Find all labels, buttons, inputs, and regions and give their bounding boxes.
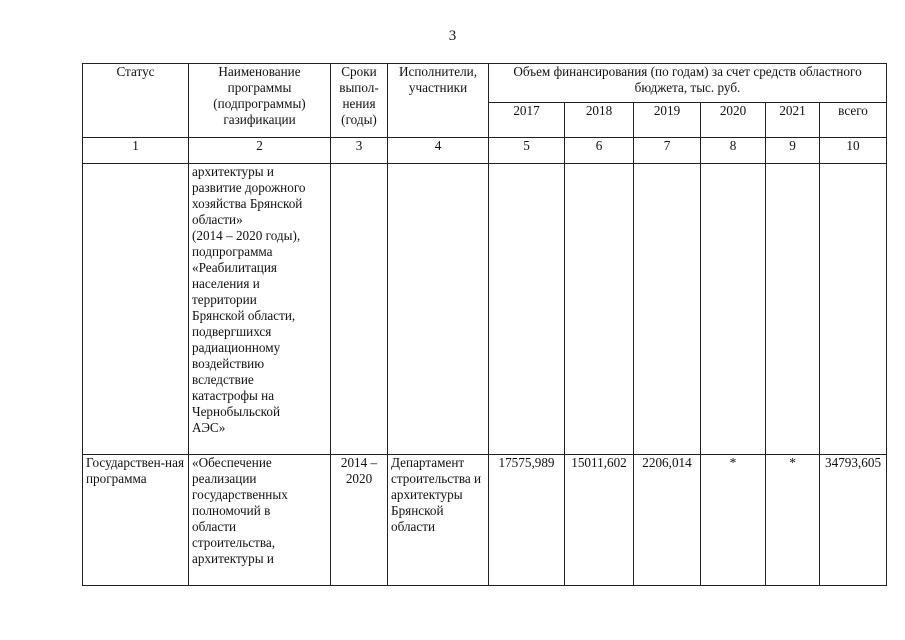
- column-number: 1: [83, 138, 189, 164]
- table-row: [83, 455, 887, 586]
- program-name-line: развитие дорожного: [192, 180, 306, 195]
- program-name-line: «Обеспечение: [192, 455, 272, 470]
- column-number: 7: [634, 138, 701, 164]
- column-number: 2: [189, 138, 331, 164]
- header-year-2017: 2017: [489, 103, 565, 138]
- header-total: всего: [820, 103, 887, 138]
- program-name-line: катастрофы на: [192, 388, 275, 403]
- header-row: [83, 64, 887, 103]
- column-number: 3: [331, 138, 388, 164]
- program-name-line: вследствие: [192, 372, 254, 387]
- header-terms: Сроки выпол-нения (годы): [331, 64, 388, 138]
- header-year-2018: 2018: [565, 103, 634, 138]
- row-value-total: 34793,605: [820, 455, 887, 586]
- program-name-line: хозяйства Брянской: [192, 196, 303, 211]
- program-name-line: Чернобыльской: [192, 404, 281, 419]
- row-status: Государствен-ная программа: [83, 455, 189, 586]
- column-number: 8: [701, 138, 766, 164]
- row-status: [83, 164, 189, 455]
- row-value-2020: [701, 164, 766, 455]
- row-value-2017: 17575,989: [489, 455, 565, 586]
- program-name-line: реализации: [192, 471, 257, 486]
- program-name-line: «Реабилитация: [192, 260, 277, 275]
- row-value-2021: [766, 164, 820, 455]
- program-name-line: архитектуры и: [192, 164, 274, 179]
- program-name-line: области: [192, 519, 237, 534]
- row-value-2018: [565, 164, 634, 455]
- table-row: [83, 164, 887, 455]
- column-number: 6: [565, 138, 634, 164]
- program-name-line: подвергшихся: [192, 324, 272, 339]
- header-name: Наименование программы (подпрограммы) газификации: [189, 64, 331, 138]
- row-executor: [388, 164, 489, 455]
- financing-table: [82, 63, 887, 586]
- column-number: 5: [489, 138, 565, 164]
- header-year-2021: 2021: [766, 103, 820, 138]
- row-value-2020: *: [701, 455, 766, 586]
- header-year-2020: 2020: [701, 103, 766, 138]
- header-executors: Исполнители, участники: [388, 64, 489, 138]
- column-number: 9: [766, 138, 820, 164]
- column-number: 10: [820, 138, 887, 164]
- program-name-line: (2014 – 2020 годы),: [192, 228, 301, 243]
- column-number: 4: [388, 138, 489, 164]
- header-status: Статус: [83, 64, 189, 138]
- row-terms: 2014 – 2020: [331, 455, 388, 586]
- row-value-2017: [489, 164, 565, 455]
- row-value-2018: 15011,602: [565, 455, 634, 586]
- page-number: 3: [448, 28, 457, 44]
- program-name-line: области»: [192, 212, 243, 227]
- program-name-line: подпрограмма: [192, 244, 273, 259]
- program-name-line: Брянской области,: [192, 308, 296, 323]
- program-name-line: полномочий в: [192, 503, 271, 518]
- column-number-row: [83, 138, 887, 164]
- header-funding: Объем финансирования (по годам) за счет средств областного бюджета, тыс. руб.: [489, 64, 887, 103]
- program-name-line: строительства,: [192, 535, 276, 550]
- row-value-2019: 2206,014: [634, 455, 701, 586]
- row-value-2021: *: [766, 455, 820, 586]
- program-name-line: населения и: [192, 276, 260, 291]
- row-executor: Департамент строительства и архитектуры Брянской области: [388, 455, 489, 586]
- header-year-2019: 2019: [634, 103, 701, 138]
- row-program-name: [189, 164, 331, 455]
- program-name-line: АЭС»: [192, 420, 226, 435]
- row-program-name: [189, 455, 331, 586]
- row-value-total: [820, 164, 887, 455]
- program-name-line: государственных: [192, 487, 288, 502]
- row-terms: [331, 164, 388, 455]
- program-name-line: архитектуры и: [192, 551, 274, 566]
- row-value-2019: [634, 164, 701, 455]
- program-name-line: воздействию: [192, 356, 265, 371]
- program-name-line: радиационному: [192, 340, 281, 355]
- program-name-line: территории: [192, 292, 257, 307]
